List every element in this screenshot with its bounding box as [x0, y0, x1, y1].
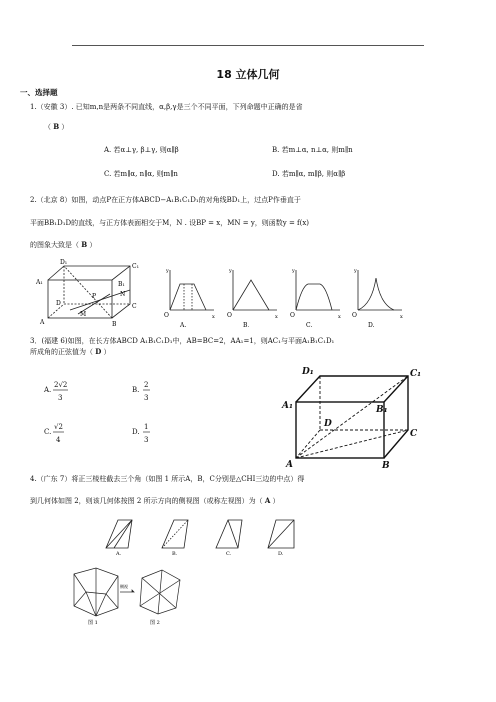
- q4-stem-line2: [30, 496, 280, 506]
- q1-option-d: D. 若m∥α, m∥β, 则α∥β: [272, 170, 346, 178]
- q3-opt-d-num: 1: [144, 423, 149, 431]
- graph-d-x-label: x: [400, 314, 403, 320]
- q2-stem-line2: 平面BB₁D₁D的直线，与正方体表面相交于M，N . 设BP = x，MN = y，则函数y = f(x): [30, 219, 310, 227]
- q2-stem-line3: [30, 240, 96, 250]
- q3-opt-b-num: 2: [144, 381, 149, 389]
- q4-option-d-view: [264, 516, 304, 556]
- q3-opt-d-den: 3: [144, 436, 149, 444]
- q3-opt-b-den: 3: [144, 394, 149, 402]
- box-label-c1: C₁: [410, 369, 422, 379]
- q3-opt-c-letter: C.: [44, 428, 52, 436]
- graph-a-y-label: y: [166, 268, 169, 274]
- q2-cube-figure: [34, 258, 144, 328]
- cube-label-d1: D₁: [60, 259, 68, 266]
- q4-option-a-view: [102, 516, 142, 556]
- q4-fig1-label: 图 1: [88, 620, 98, 626]
- cube-label-n: N: [120, 291, 126, 298]
- graph-b-origin: O: [227, 312, 232, 319]
- cube-label-p: P: [92, 293, 97, 300]
- q1-answer-line: [44, 122, 68, 132]
- cube-label-a: A: [40, 319, 45, 326]
- q4-option-a-label: A.: [116, 551, 122, 557]
- q3-paren-close: ）: [103, 348, 111, 356]
- box-label-b: B: [382, 461, 390, 471]
- q3-opt-c-num: √2: [54, 423, 63, 431]
- box-label-a: A: [286, 460, 293, 470]
- graph-c-y-label: y: [292, 268, 295, 274]
- graph-b-x-label: x: [275, 314, 278, 320]
- cube-label-m: M: [80, 311, 87, 318]
- q4-stem-line1: 4.（广东 7）将正三棱柱截去三个角（如图 1 所示A，B，C分别是△CHI三边的中点）得: [30, 475, 305, 483]
- q1-stem: 1.（安徽 3）. 已知m,n是两条不同直线，α,β,γ是三个不同平面，下列命题中正确的是省: [30, 103, 303, 111]
- q3-opt-c-den: 4: [56, 436, 61, 444]
- q1-answer: B: [53, 122, 60, 131]
- q3-opt-a-den: 3: [58, 394, 63, 402]
- cube-label-b: B: [112, 321, 117, 328]
- q2-answer: B: [81, 240, 88, 249]
- q3-answer: D: [95, 347, 102, 356]
- q4-option-c-label: C.: [226, 551, 232, 557]
- cube-label-b1: B₁: [118, 281, 125, 288]
- q3-opt-b-letter: B.: [132, 386, 140, 394]
- q4-fig2-label: 图 2: [150, 620, 160, 626]
- q4-answer: A: [264, 496, 271, 505]
- q4-option-b-label: B.: [172, 551, 178, 557]
- q2-graph-a: [162, 266, 222, 328]
- graph-c-x-label: x: [338, 314, 341, 320]
- q1-option-a: A. 若α⊥γ, β⊥γ, 则α∥β: [104, 146, 179, 154]
- q1-paren-open: （: [44, 123, 51, 131]
- q1-paren-close: ）: [61, 123, 69, 131]
- q3-stem-line2: [30, 347, 111, 357]
- graph-c-origin: O: [290, 312, 295, 319]
- q4-paren-open: 到几何体如图 2，则该几何体按图 2 所示方向的侧视图（或称左视图）为（: [30, 497, 263, 505]
- q3-stem-line1: 3．(福建 6)如图，在长方体ABCD A₁B₁C₁D₁中，AB=BC=2，AA₁=1，则AC₁与平面A₁B₁C₁D₁: [30, 337, 335, 345]
- box-label-b1: B₁: [376, 405, 388, 415]
- graph-a-label: A.: [180, 322, 187, 329]
- graph-b-label: B．: [243, 322, 254, 329]
- graph-d-label: D.: [368, 322, 375, 329]
- q2-paren-close: ）: [89, 241, 97, 249]
- cube-label-d: D: [56, 300, 61, 307]
- box-label-a1: A₁: [282, 401, 293, 411]
- q2-graph-c: [288, 266, 348, 328]
- cube-label-c: C: [132, 303, 137, 310]
- q3-opt-a-letter: A.: [44, 386, 52, 394]
- q3-opt-d-letter: D.: [132, 428, 140, 436]
- q2-paren-open: 的图象大致是（: [30, 241, 79, 249]
- q4-paren-close: ）: [272, 497, 280, 505]
- q3-cuboid-figure: [272, 364, 432, 471]
- q1-option-c: C. 若m∥α, n∥α, 则m∥n: [104, 170, 178, 178]
- page-title: 18 立体几何: [216, 68, 280, 81]
- q3-options: [44, 378, 194, 448]
- graph-d-y-label: y: [354, 268, 357, 274]
- graph-a-origin: O: [164, 312, 169, 319]
- q4-option-b-view: [158, 516, 198, 556]
- q2-stem-line1: 2.（北京 8）如图，动点P在正方体ABCD−A₁B₁C₁D₁的对角线BD₁上，过点P作垂直于: [30, 196, 301, 204]
- section-heading: 一、选择题: [20, 88, 58, 97]
- q4-side-view-arrow-label: 侧视: [120, 584, 128, 589]
- graph-a-x-label: x: [212, 314, 215, 320]
- cube-label-a1: A₁: [36, 279, 43, 286]
- q3-paren-open: 所成角的正弦值为（: [30, 348, 93, 356]
- q2-graph-d: [350, 266, 410, 328]
- graph-d-origin: O: [352, 312, 357, 319]
- box-label-d1: D₁: [302, 367, 314, 377]
- q2-graph-b: [225, 266, 285, 328]
- graph-c-label: C.: [306, 322, 313, 329]
- box-label-d: D: [324, 419, 332, 429]
- box-label-c: C: [410, 429, 418, 439]
- graph-b-y-label: y: [229, 268, 232, 274]
- q3-opt-a-num: 2√2: [54, 381, 68, 389]
- cube-label-c1: C₁: [132, 263, 139, 270]
- q4-option-c-view: [212, 516, 252, 556]
- q4-figure-2: [118, 564, 188, 626]
- q1-option-b: B. 若m⊥α, n⊥α, 则m∥n: [272, 146, 353, 154]
- header-rule: [72, 45, 424, 46]
- q4-option-d-label: D.: [278, 551, 284, 557]
